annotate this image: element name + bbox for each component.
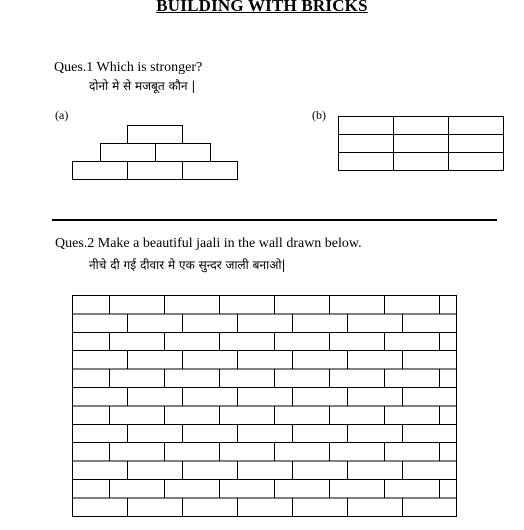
page-title: BUILDING WITH BRICKS [156,0,368,15]
question-2-text: Ques.2 Make a beautiful jaali in the wall drawn below. [55,236,362,251]
question-1-text: Ques.1 Which is stronger? [54,60,203,75]
option-b-label: (b) [312,108,326,122]
question-2-hindi-text: नीचे दी गई दीवार मे एक सुन्दर जाली बनाओ| [89,258,286,272]
option-a-label: (a) [55,108,69,122]
question-1-hindi-text: दोनो मे से मजबूत कौन | [89,79,196,93]
